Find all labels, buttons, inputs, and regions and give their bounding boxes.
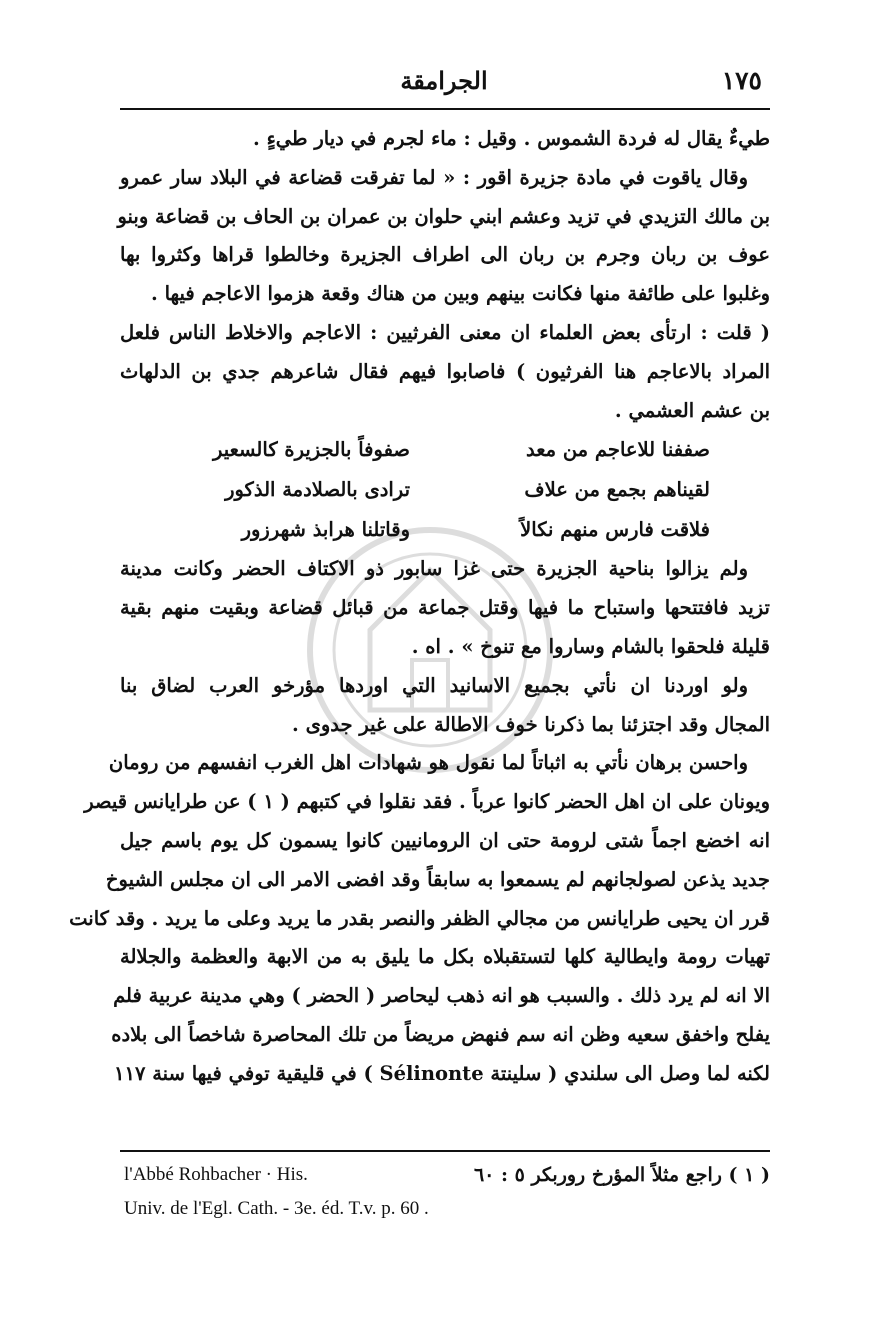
text-line: قليلة فلحقوا بالشام وساروا مع تنوخ » . اه . — [411, 634, 770, 658]
verse-first-hemistich: صففنا للاعاجم من معد — [525, 438, 710, 462]
main-text — [69, 120, 770, 1094]
text-line: يفلح واخفق سعيه وظن انه سم فنهض مريضاً من تلك المحاصرة شاخصاً الى بلاده — [111, 1022, 770, 1046]
paragraph-5 — [120, 667, 770, 745]
verse-line — [120, 510, 770, 550]
verse-second-hemistich: وقاتلنا هرابذ شهرزور — [241, 518, 410, 542]
header-rule — [120, 108, 770, 110]
text-line: واحسن برهان نأتي به اثباتاً لما نقول هو شهادات اهل الغرب انفسهم من رومان — [108, 751, 748, 775]
verse-first-hemistich: لقيناهم بجمع من علاف — [524, 478, 710, 502]
text-line: عوف بن ربان وجرم بن ربان الى اطراف الجزيرة وخالطوا قراها وكثروا بها — [120, 243, 770, 267]
text-line: المراد بالاعاجم هنا الفرثيون ) فاصابوا فيهم فقال شاعرهم جدي بن الدلهاث — [120, 359, 770, 383]
paragraph-3 — [120, 314, 770, 430]
paragraph-1 — [120, 120, 770, 159]
text-line: انه اخضع اجماً شتى لرومة حتى ان الرومانيين كانوا يسمون كل يوم باسم جيل — [120, 828, 770, 852]
footnote-line — [120, 1192, 770, 1226]
footnote-arabic: ( ١ ) راجع مثلاً المؤرخ روربكر ٥ : ٦٠ — [473, 1164, 770, 1186]
text-line: وقال ياقوت في مادة جزيرة اقور : « لما تفرقت قضاعة في البلاد سار عمرو — [120, 165, 748, 189]
text-line: ولو اوردنا ان نأتي بجميع الاسانيد التي اوردها مؤرخو العرب لضاق بنا — [120, 673, 748, 697]
verse-second-hemistich: صفوفاً بالجزيرة كالسعير — [212, 438, 410, 462]
text-line: ويونان على ان اهل الحضر كانوا عرباً . فقد نقلوا في كتبهم ( ١ ) عن طرايانس قيصر — [84, 790, 770, 814]
footnote — [120, 1158, 770, 1226]
running-title: الجرامقة — [400, 66, 488, 95]
text-line: المجال وقد اجتزئنا بما ذكرنا خوف الاطالة على غير جدوى . — [292, 712, 770, 736]
text-line: قرر ان يحيى طرايانس من مجالي الظفر والنصر بقدر ما يريد وعلى ما يريد . وقد كانت — [69, 906, 770, 930]
text-line: بن مالك التزيدي في تزيد وعشم ابني حلوان بن عمران بن الحاف بن قضاعة وبنو — [117, 204, 770, 228]
text-line: بن عشم العشمي . — [614, 398, 770, 422]
verse-second-hemistich: ترادى بالصلادمة الذكور — [225, 478, 410, 502]
text-line: جديد يذعن لصولجانهم لم يسمعوا به سابقاً وقد افضى الامر الى ان مجلس الشيوخ — [105, 867, 770, 891]
verse-line — [120, 430, 770, 470]
text-line: الا انه لم يرد ذلك . والسبب هو انه ذهب ليحاصر ( الحضر ) وهي مدينة عربية فلم — [113, 984, 770, 1008]
paragraph-6 — [69, 744, 770, 1093]
footnote-latin-ref: l'Abbé Rohbacher · His. — [124, 1164, 308, 1185]
poem — [120, 430, 770, 550]
running-header — [120, 62, 768, 102]
paragraph-4 — [120, 550, 770, 666]
text-line: ولم يزالوا بناحية الجزيرة حتى غزا سابور ذو الاكتاف الحضر وكانت مدينة — [120, 557, 748, 581]
footnote-line — [120, 1158, 770, 1192]
text-line: طيءٌ يقال له فردة الشموس . وقيل : ماء لجرم في ديار طيءٍ . — [253, 127, 770, 150]
page-number: ١٧٥ — [721, 66, 762, 95]
text-line: لكنه لما وصل الى سلندي ( سلينتة Sélinonte ) في قليقية توفي فيها سنة ١١٧ — [114, 1061, 770, 1085]
text-line: وغلبوا على طائفة منها فكانت بينهم وبين من هناك وقعة هزموا الاعاجم فيها . — [151, 282, 770, 306]
footnote-latin-ref: Univ. de l'Egl. Cath. - 3e. éd. T.v. p. 60 . — [124, 1198, 429, 1219]
text-line: ( قلت : ارتأى بعض العلماء ان معنى الفرثيين : الاعاجم والاخلاط الناس فلعل — [120, 320, 770, 344]
text-line: تزيد فافتتحها واستباح ما فيها وقتل جماعة من قبائل قضاعة وبقيت منهم بقية — [120, 596, 770, 620]
text-line: تهيات رومة وايطالية كلها لتستقبلاه بكل ما يليق به من الابهة والعظمة والجلالة — [120, 945, 770, 969]
verse-first-hemistich: فلاقت فارس منهم نكالاً — [520, 518, 710, 542]
footnote-rule — [120, 1150, 770, 1152]
paragraph-2 — [117, 159, 770, 314]
verse-line — [120, 470, 770, 510]
